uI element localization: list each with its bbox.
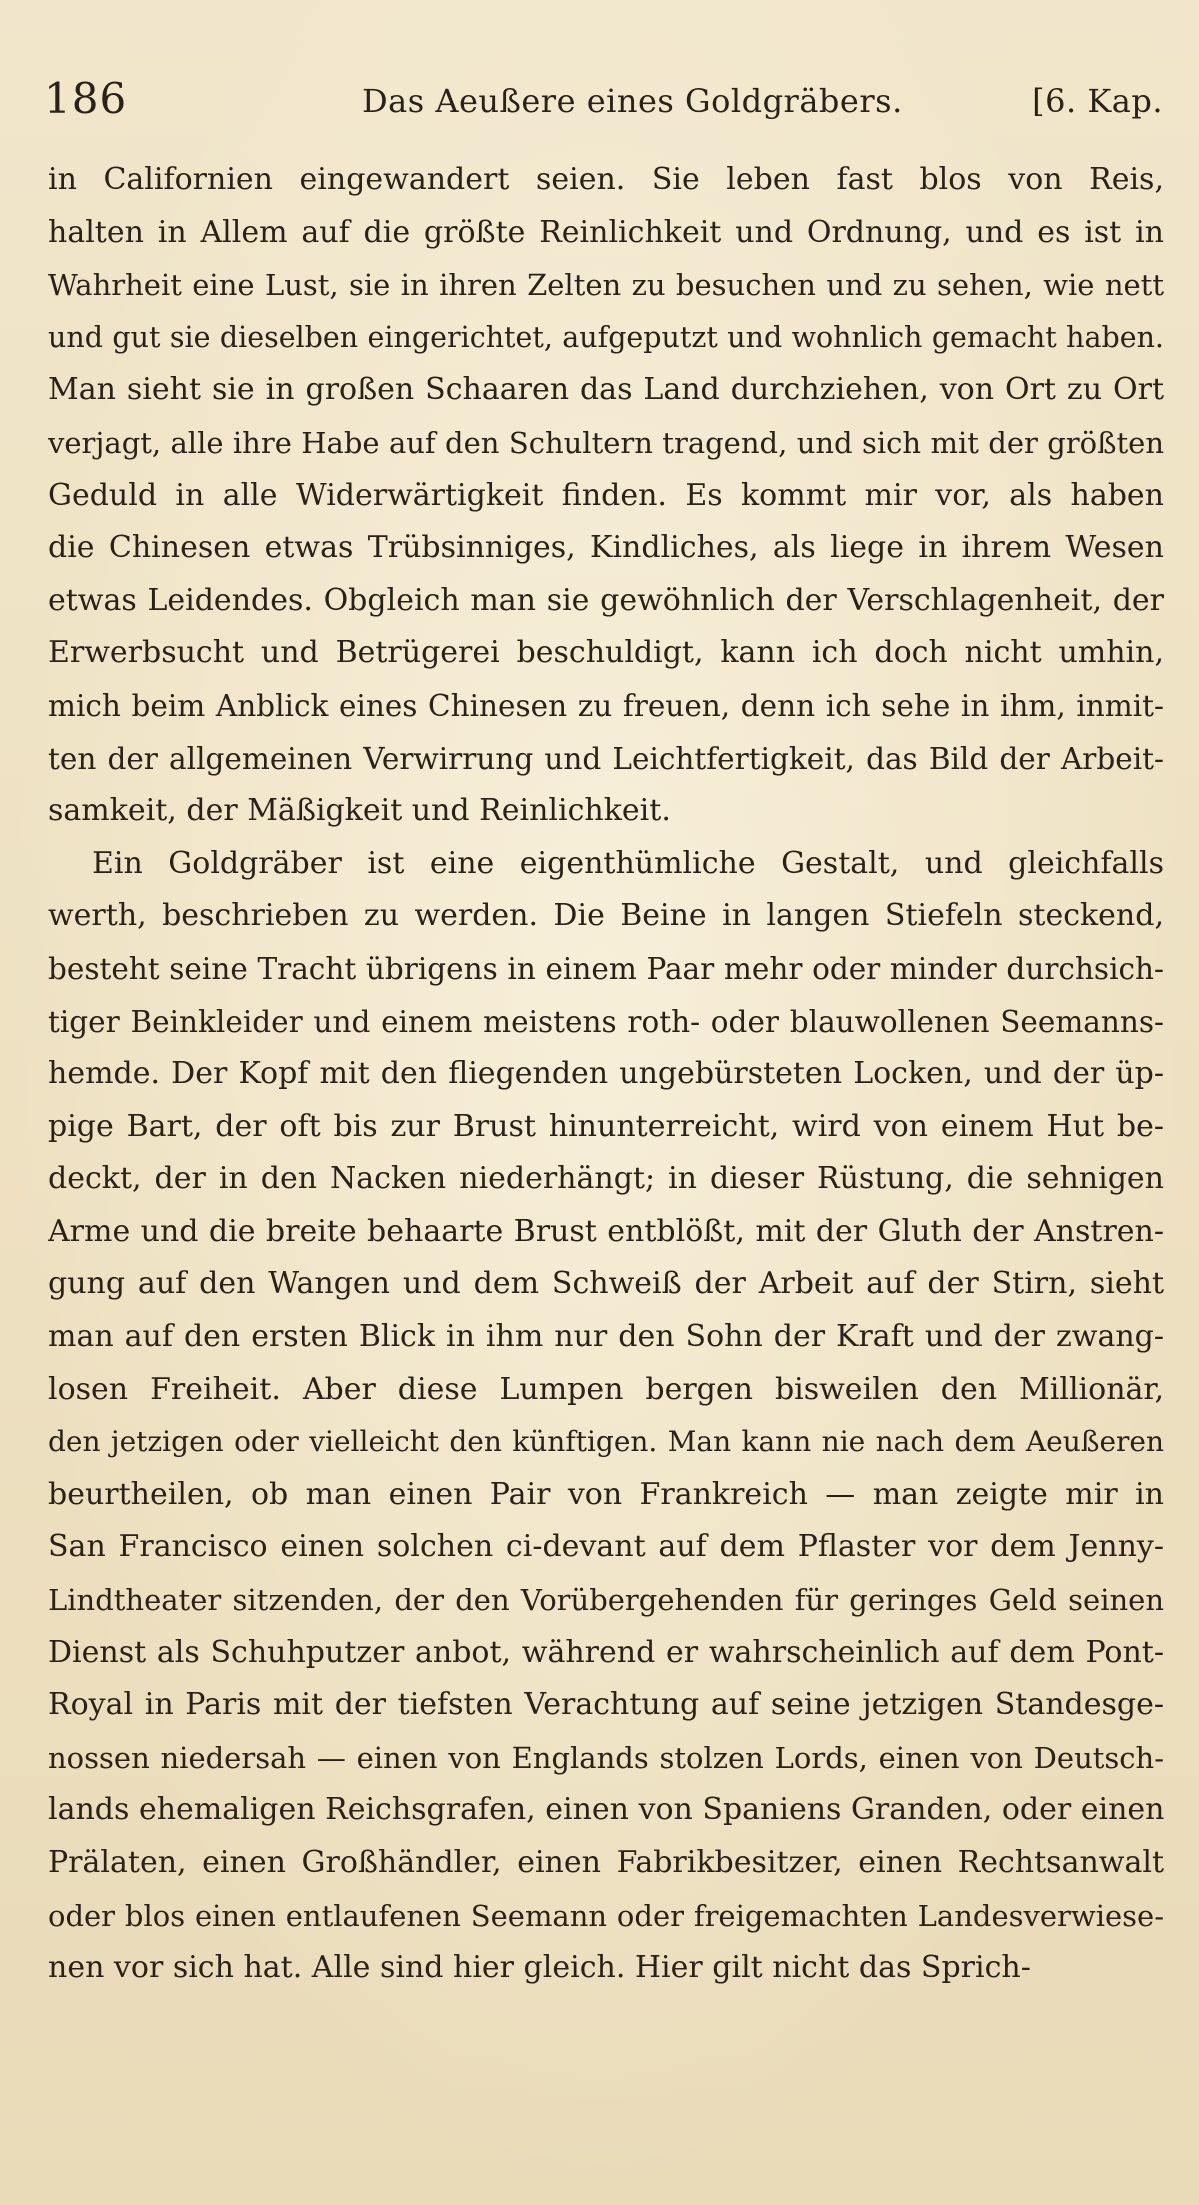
text-line: in Californien eingewandert seien. Sie leben fast blos von Reis, xyxy=(48,162,1164,197)
text-line: werth, beschrieben zu werden. Die Beine in langen Stiefeln steckend, xyxy=(48,898,1164,934)
chapter-reference: [6. Kap. xyxy=(1032,82,1163,120)
text-line: San Francisco einen solchen ci-devant auf dem Pflaster vor dem Jenny- xyxy=(48,1529,1164,1565)
text-line: samkeit, der Mäßigkeit und Reinlichkeit. xyxy=(48,793,671,829)
text-line: Prälaten, einen Großhändler, einen Fabrikbesitzer, einen Rechtsanwalt xyxy=(48,1845,1164,1880)
text-line: oder blos einen entlaufenen Seemann oder freigemachten Landesverwiese- xyxy=(48,1898,1164,1933)
running-title: Das Aeußere eines Goldgräbers. xyxy=(362,82,903,120)
text-line: mich beim Anblick eines Chinesen zu freuen, denn ich sehe in ihm, inmit- xyxy=(48,688,1164,723)
text-line: nen vor sich hat. Alle sind hier gleich. Hier gilt nicht das Sprich- xyxy=(48,1950,1031,1986)
text-line: gung auf den Wangen und dem Schweiß der Arbeit auf der Stirn, sieht xyxy=(48,1266,1164,1302)
paragraph xyxy=(48,154,1164,838)
text-line: Arme und die breite behaarte Brust entblößt, mit der Gluth der Anstren- xyxy=(48,1213,1164,1249)
page-number: 186 xyxy=(44,74,128,123)
text-line: Geduld in alle Widerwärtigkeit finden. Es kommt mir vor, als haben xyxy=(48,477,1164,513)
text-line: verjagt, alle ihre Habe auf den Schultern tragend, und sich mit der größten xyxy=(48,425,1164,460)
text-line: nossen niedersah — einen von Englands stolzen Lords, einen von Deutsch- xyxy=(48,1740,1164,1775)
text-line: ten der allgemeinen Verwirrung und Leichtfertigkeit, das Bild der Arbeit- xyxy=(48,741,1164,776)
text-line: Man sieht sie in großen Schaaren das Land durchziehen, von Ort zu Ort xyxy=(48,372,1164,408)
text-line: Ein Goldgräber ist eine eigenthümliche Gestalt, und gleichfalls xyxy=(92,845,1164,881)
text-line: pige Bart, der oft bis zur Brust hinunterreicht, wird von einem Hut be- xyxy=(48,1108,1164,1144)
body-text xyxy=(48,154,1164,1995)
text-line: Lindtheater sitzenden, der den Vorübergehenden für geringes Geld seinen xyxy=(48,1583,1164,1618)
text-line: etwas Leidendes. Obgleich man sie gewöhnlich der Verschlagenheit, der xyxy=(48,582,1164,618)
text-line: tiger Beinkleider und einem meistens roth- oder blauwollenen Seemanns- xyxy=(48,1004,1164,1039)
text-line: halten in Allem auf die größte Reinlichkeit und Ordnung, und es ist in xyxy=(48,214,1164,250)
text-line: Wahrheit eine Lust, sie in ihren Zelten zu besuchen und zu sehen, wie nett xyxy=(48,268,1164,303)
text-line: hemde. Der Kopf mit den fliegenden ungebürsteten Locken, und der üp- xyxy=(48,1056,1164,1092)
text-line: Dienst als Schuhputzer anbot, während er wahrscheinlich auf dem Pont- xyxy=(48,1634,1164,1670)
text-line: man auf den ersten Blick in ihm nur den Sohn der Kraft und der zwang- xyxy=(48,1319,1164,1355)
text-line: lands ehemaligen Reichsgrafen, einen von Spaniens Granden, oder einen xyxy=(48,1792,1164,1828)
text-line: besteht seine Tracht übrigens in einem Paar mehr oder minder durchsich- xyxy=(48,951,1164,986)
text-line: und gut sie dieselben eingerichtet, aufgeputzt und wohnlich gemacht haben. xyxy=(48,320,1164,354)
text-line: den jetzigen oder vielleicht den künftigen. Man kann nie nach dem Aeußeren xyxy=(48,1425,1164,1459)
text-line: die Chinesen etwas Trübsinniges, Kindliches, als liege in ihrem Wesen xyxy=(48,530,1164,566)
text-line: losen Freiheit. Aber diese Lumpen bergen bisweilen den Millionär, xyxy=(48,1371,1164,1407)
text-line: beurtheilen, ob man einen Pair von Frankreich — man zeigte mir in xyxy=(48,1476,1164,1512)
paragraph xyxy=(48,838,1164,1995)
page-header xyxy=(44,74,1163,134)
text-line: Royal in Paris mit der tiefsten Verachtung auf seine jetzigen Standesge- xyxy=(48,1687,1164,1723)
text-line: Erwerbsucht und Betrügerei beschuldigt, kann ich doch nicht umhin, xyxy=(48,635,1164,671)
text-line: deckt, der in den Nacken niederhängt; in dieser Rüstung, die sehnigen xyxy=(48,1161,1164,1197)
